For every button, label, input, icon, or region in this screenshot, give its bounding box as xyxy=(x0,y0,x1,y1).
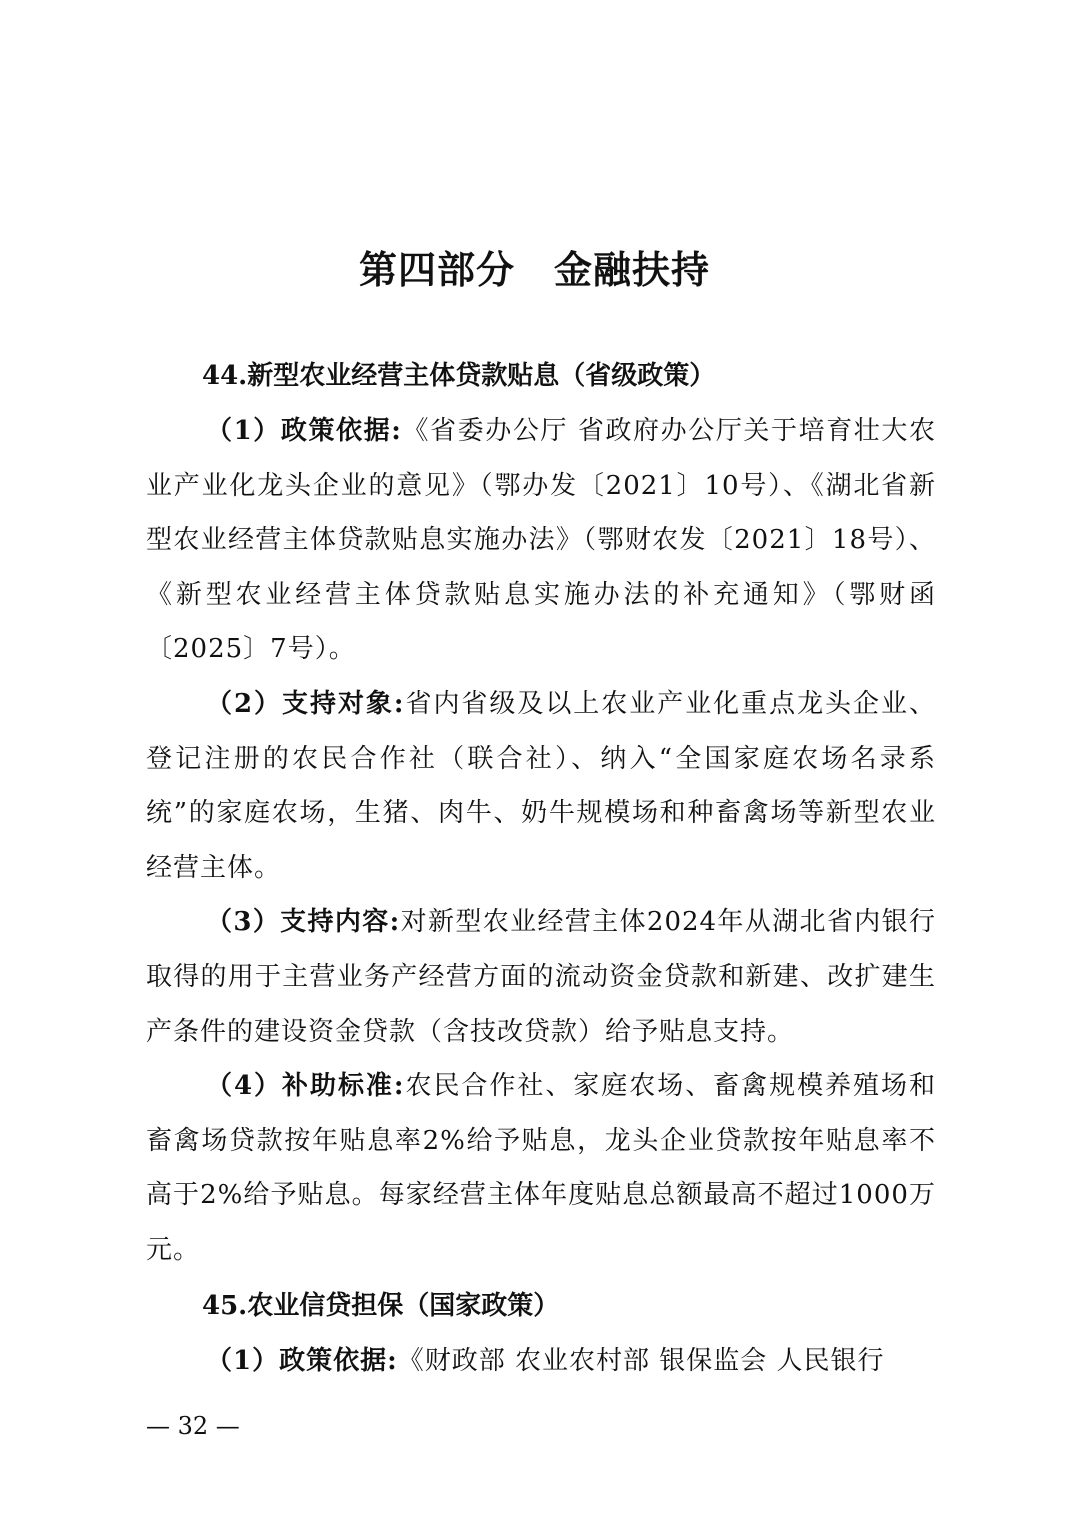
paragraph-support-content-44 xyxy=(146,895,936,1059)
paragraph-policy-basis-45 xyxy=(146,1334,936,1389)
paragraph-support-target-44 xyxy=(146,677,936,895)
paragraph-text: 农民合作社、家庭农场、畜禽规模养殖场和畜禽场贷款按年贴息率2%给予贴息，龙头企业贷款按年贴息率不高于2%给予贴息。每家经营主体年度贴息总额最高不超过1000万元。 xyxy=(146,1071,936,1265)
page-title: 第四部分 金融扶持 xyxy=(358,247,710,292)
paragraph-text: 省内省级及以上农业产业化重点龙头企业、登记注册的农民合作社（联合社）、纳入“全国家庭农场名录系统”的家庭农场，生猪、肉牛、奶牛规模场和种畜禽场等新型农业经营主体。 xyxy=(146,688,936,883)
section-heading-44: 44.新型农业经营主体贷款贴息（省级政策） xyxy=(202,361,716,391)
paragraph-label: （1）政策依据: xyxy=(206,1345,398,1376)
paragraph-text: 对新型农业经营主体2024年从湖北省内银行取得的用于主营业务产经营方面的流动资金贷款和新建、改扩建生产条件的建设资金贷款（含技改贷款）给予贴息支持。 xyxy=(146,907,936,1047)
paragraph-text: 《省委办公厅 省政府办公厅关于培育壮大农业产业化龙头企业的意见》（鄂办发〔2021〕10号）、《湖北省新型农业经营主体贷款贴息实施办法》（鄂财农发〔2021〕18号）、《新型农业经营主体贷款贴息实施办法的补充通知》（鄂财函〔2025〕7号）。 xyxy=(146,416,936,665)
paragraph-policy-basis-44 xyxy=(146,404,936,677)
paragraph-label: （2）支持对象: xyxy=(206,688,405,719)
section-heading-45: 45.农业信贷担保（国家政策） xyxy=(202,1290,560,1321)
paragraph-subsidy-standard-44 xyxy=(146,1059,936,1277)
page-number: — 32 — xyxy=(146,1412,240,1440)
paragraph-label: （1）政策依据: xyxy=(206,416,402,446)
paragraph-label: （4）补助标准: xyxy=(206,1071,405,1102)
document-body xyxy=(146,348,936,1388)
paragraph-text: 《财政部 农业农村部 银保监会 人民银行 xyxy=(397,1345,885,1376)
paragraph-label: （3）支持内容: xyxy=(206,907,401,938)
